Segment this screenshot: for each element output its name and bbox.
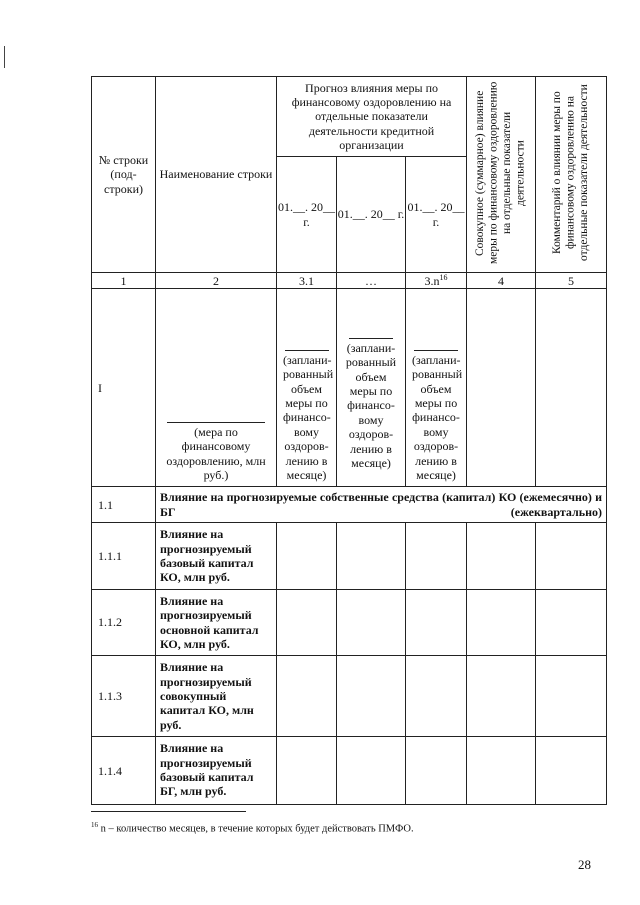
header-row-name: Наименование строки (156, 77, 277, 273)
cell-ellipsis (337, 523, 406, 590)
row-number: 1.1.2 (92, 589, 156, 656)
table-row (92, 656, 607, 737)
column-number-ellipsis: … (337, 273, 406, 289)
footnote-separator (91, 811, 246, 812)
row-I-total (467, 289, 536, 487)
row-number: 1.1.4 (92, 737, 156, 805)
cell-5 (536, 589, 607, 656)
header-row-1 (92, 77, 607, 157)
column-number-4: 4 (467, 273, 536, 289)
table-row (92, 589, 607, 656)
header-date-col-2: 01.__. 20__ г. (337, 157, 406, 273)
cell-5 (536, 737, 607, 805)
cell-3-1 (277, 589, 337, 656)
row-I-number: I (92, 289, 156, 487)
cell-4 (467, 656, 536, 737)
row-I-name-note: (мера по финансовому оздоровлению, млн руб.) (156, 289, 277, 487)
cell-4 (467, 589, 536, 656)
column-number-2: 2 (156, 273, 277, 289)
column-number-1: 1 (92, 273, 156, 289)
row-I-planned-2: (заплани-рованный объем меры по финансо-вому оздоров-лению в месяце) (337, 289, 406, 487)
column-number-3-1: 3.1 (277, 273, 337, 289)
row-number: 1.1.3 (92, 656, 156, 737)
cell-3-1 (277, 656, 337, 737)
table-row (92, 523, 607, 590)
cell-3-1 (277, 737, 337, 805)
section-1-1-number: 1.1 (92, 487, 156, 523)
cell-3-n (406, 656, 467, 737)
scan-edge-mark (4, 46, 5, 68)
header-date-col-1: 01.__. 20__ г. (277, 157, 337, 273)
header-comment: Комментарий о влиянии меры по финансовому оздоровлению на отдельные показатели деятельности (536, 77, 607, 273)
row-I-planned-1: (заплани-рованный объем меры по финансо-вому оздоров-лению в месяце) (277, 289, 337, 487)
header-forecast-group: Прогноз влияния меры по финансовому оздоровлению на отдельные показатели деятельности кредитной организации (277, 77, 467, 157)
table-row (92, 737, 607, 805)
cell-3-1 (277, 523, 337, 590)
forecast-table (91, 76, 607, 805)
header-date-col-n: 01.__. 20__ г. (406, 157, 467, 273)
cell-3-n (406, 737, 467, 805)
cell-ellipsis (337, 737, 406, 805)
header-total-effect: Совокупное (суммарное) влияние меры по финансовому оздоровлению на отдельные показатели деятельности (467, 77, 536, 273)
cell-5 (536, 656, 607, 737)
row-name: Влияние на прогнозируемый базовый капитал БГ, млн руб. (156, 737, 277, 805)
page-number: 28 (578, 857, 591, 872)
footnote-ref: 16 (439, 273, 448, 282)
row-name: Влияние на прогнозируемый основной капитал КО, млн руб. (156, 589, 277, 656)
header-row-number: № строки (под-строки) (92, 77, 156, 273)
row-I (92, 289, 607, 487)
row-I-comment (536, 289, 607, 487)
column-number-3-n: $3.n^{16}$ (406, 273, 467, 289)
cell-5 (536, 523, 607, 590)
cell-3-n (406, 523, 467, 590)
footnote-mark: 16 (91, 821, 98, 829)
row-I-planned-n: (заплани-рованный объем меры по финансо-вому оздоров-лению в месяце) (406, 289, 467, 487)
row-name: Влияние на прогнозируемый совокупный капитал КО, млн руб. (156, 656, 277, 737)
column-number-5: 5 (536, 273, 607, 289)
footnote-text: n – количество месяцев, в течение которых будет действовать ПМФО. (98, 823, 414, 835)
cell-ellipsis (337, 589, 406, 656)
cell-4 (467, 737, 536, 805)
row-number: 1.1.1 (92, 523, 156, 590)
section-1-1-title: Влияние на прогнозируемые собственные средства (капитал) КО (ежемесячно) и БГ (ежеквартально) (156, 487, 607, 523)
footnote (91, 821, 414, 835)
cell-ellipsis (337, 656, 406, 737)
cell-3-n (406, 589, 467, 656)
cell-4 (467, 523, 536, 590)
row-name: Влияние на прогнозируемый базовый капитал КО, млн руб. (156, 523, 277, 590)
column-number-row (92, 273, 607, 289)
section-row-1-1 (92, 487, 607, 523)
